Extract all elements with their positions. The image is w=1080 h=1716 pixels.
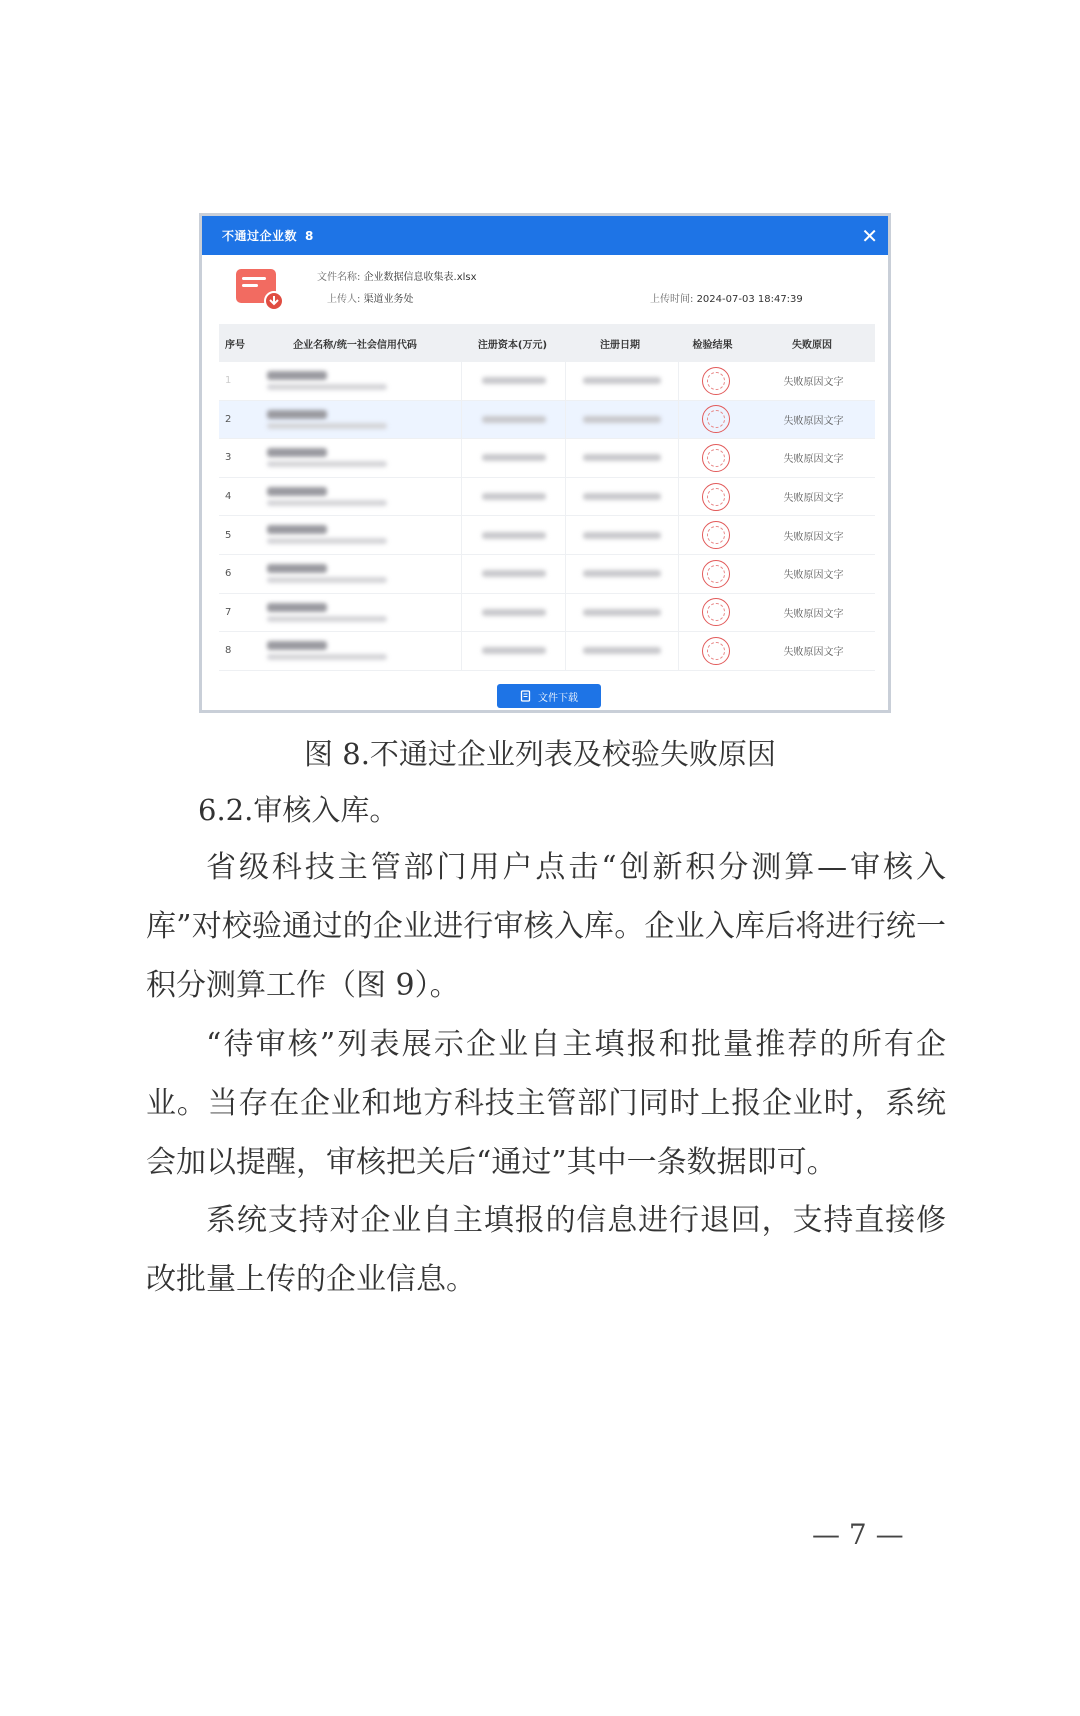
failure-reason: 失败原因文字 <box>783 608 844 620</box>
table-row[interactable] <box>219 401 875 440</box>
table-row[interactable] <box>219 632 875 671</box>
table-row[interactable] <box>219 516 875 555</box>
row-index: 5 <box>225 529 232 541</box>
redacted-capital <box>462 401 566 439</box>
excel-file-icon <box>234 265 286 313</box>
paragraph: “待审核”列表展示企业自主填报和批量推荐的所有企业。当存在企业和地方科技主管部门同时上报企业时，系统会加以提醒，审核把关后“通过”其中一条数据即可。 <box>146 1027 946 1180</box>
row-index: 3 <box>225 452 232 464</box>
table-row[interactable] <box>219 439 875 478</box>
paragraph: 省级科技主管部门用户点击“创新积分测算—审核入库”对校验通过的企业进行审核入库。企业入库后将进行统一积分测算工作（图 9）。 <box>146 850 946 1003</box>
dialog-header <box>202 216 888 255</box>
col-header-index: 序号 <box>225 339 245 351</box>
failed-seal-icon <box>702 637 730 665</box>
upload-time-value: 2024-07-03 18:47:39 <box>696 294 803 305</box>
redacted-date <box>566 362 679 400</box>
document-icon <box>520 690 532 702</box>
failure-reason: 失败原因文字 <box>783 493 844 505</box>
failed-seal-icon <box>702 560 730 588</box>
row-index: 8 <box>225 645 232 657</box>
failure-reason: 失败原因文字 <box>783 415 844 427</box>
file-name-value: 企业数据信息收集表.xlsx <box>363 272 477 283</box>
result-cell <box>679 362 752 400</box>
redacted-company-name <box>249 632 462 670</box>
row-index: 4 <box>225 491 232 503</box>
result-cell <box>679 516 752 554</box>
failed-enterprise-table <box>219 324 875 671</box>
row-index: 1 <box>225 375 232 387</box>
redacted-capital <box>462 439 566 477</box>
close-icon[interactable]: ✕ <box>861 223 878 248</box>
uploader-line <box>327 290 414 305</box>
col-header-date: 注册日期 <box>600 339 640 351</box>
redacted-company-name <box>249 439 462 477</box>
col-header-result: 检验结果 <box>692 339 733 351</box>
file-info <box>202 255 888 321</box>
redacted-company-name <box>249 516 462 554</box>
failure-reason: 失败原因文字 <box>783 647 844 659</box>
failed-seal-icon <box>702 367 730 395</box>
failed-seal-icon <box>702 483 730 511</box>
redacted-date <box>566 555 679 593</box>
redacted-company-name <box>249 594 462 632</box>
failed-seal-icon <box>702 598 730 626</box>
table-row[interactable] <box>219 555 875 594</box>
redacted-date <box>566 632 679 670</box>
redacted-company-name <box>249 555 462 593</box>
redacted-date <box>566 516 679 554</box>
figure-caption: 图 8.不通过企业列表及校验失败原因 <box>304 737 776 771</box>
upload-time-label: 上传时间: <box>650 294 694 305</box>
redacted-company-name <box>249 401 462 439</box>
failure-reason: 失败原因文字 <box>783 377 844 389</box>
redacted-date <box>566 594 679 632</box>
redacted-capital <box>462 632 566 670</box>
page-number: — 7 — <box>812 1518 904 1551</box>
upload-time-line <box>650 290 803 305</box>
redacted-company-name <box>249 478 462 516</box>
file-download-button[interactable] <box>497 684 601 708</box>
redacted-capital <box>462 555 566 593</box>
result-cell <box>679 594 752 632</box>
result-cell <box>679 401 752 439</box>
row-index: 2 <box>225 413 232 425</box>
file-name-label: 文件名称: <box>317 272 361 283</box>
file-name-line <box>317 268 477 283</box>
col-header-capital: 注册资本(万元) <box>477 339 548 351</box>
table-header <box>219 324 875 362</box>
result-cell <box>679 478 752 516</box>
download-label: 文件下载 <box>538 692 578 704</box>
failure-reason: 失败原因文字 <box>783 454 844 466</box>
table-row[interactable] <box>219 594 875 633</box>
paragraph: 系统支持对企业自主填报的信息进行退回，支持直接修改批量上传的企业信息。 <box>146 1203 946 1297</box>
dialog-title-text: 不通过企业数 <box>222 229 298 243</box>
table-row[interactable] <box>219 362 875 401</box>
row-index: 6 <box>225 568 232 580</box>
redacted-date <box>566 439 679 477</box>
failed-seal-icon <box>702 444 730 472</box>
figure-dialog-screenshot <box>199 213 891 713</box>
result-cell <box>679 555 752 593</box>
result-cell <box>679 632 752 670</box>
section-heading: 6.2.审核入库。 <box>198 793 399 827</box>
redacted-capital <box>462 516 566 554</box>
dialog-title <box>222 227 314 244</box>
failure-reason: 失败原因文字 <box>783 570 844 582</box>
col-header-name: 企业名称/统一社会信用代码 <box>293 339 417 351</box>
redacted-capital <box>462 362 566 400</box>
failure-reason: 失败原因文字 <box>783 531 844 543</box>
redacted-capital <box>462 478 566 516</box>
redacted-date <box>566 478 679 516</box>
col-header-reason: 失败原因 <box>792 339 832 351</box>
redacted-capital <box>462 594 566 632</box>
row-index: 7 <box>225 606 232 618</box>
redacted-date <box>566 401 679 439</box>
failed-seal-icon <box>702 405 730 433</box>
result-cell <box>679 439 752 477</box>
failed-seal-icon <box>702 521 730 549</box>
uploader-label: 上传人: <box>327 294 361 305</box>
table-row[interactable] <box>219 478 875 517</box>
uploader-value: 渠道业务处 <box>363 294 414 305</box>
redacted-company-name <box>249 362 462 400</box>
failed-count: 8 <box>305 229 314 243</box>
